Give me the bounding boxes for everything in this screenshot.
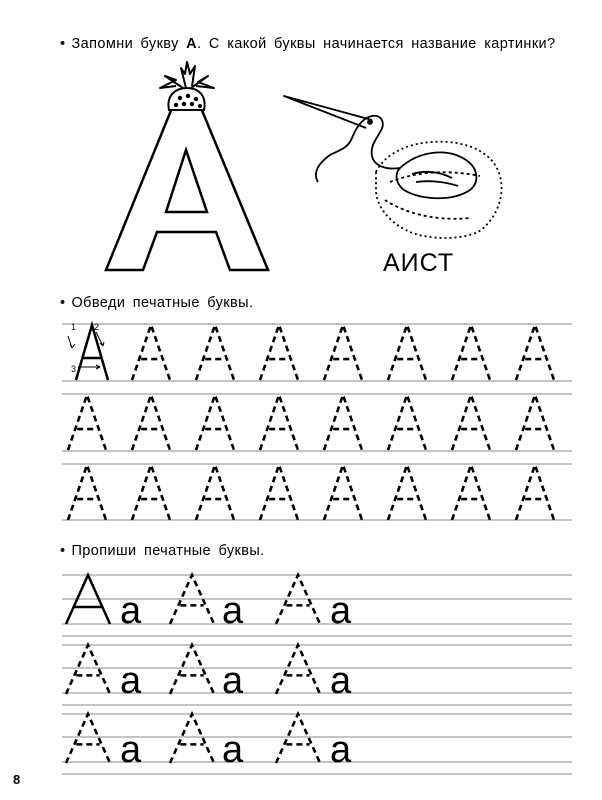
stroke-guide-label-2: 2 xyxy=(94,322,100,332)
trace-letter xyxy=(452,465,490,520)
trace-letter xyxy=(196,325,234,380)
stroke-guide-label-3: 3 xyxy=(71,364,77,374)
trace-letter xyxy=(132,395,170,450)
instruction-remember-prefix: Запомни букву xyxy=(71,36,187,52)
stork-icon xyxy=(284,96,502,238)
trace-letter xyxy=(516,395,554,450)
write-small-letter: a xyxy=(330,590,352,632)
write-capital-letter xyxy=(170,645,214,694)
trace-letter xyxy=(388,325,426,380)
trace-letter xyxy=(324,395,362,450)
trace-letter xyxy=(516,465,554,520)
letter-a-pineapple-icon xyxy=(106,62,268,270)
bullet: • xyxy=(60,36,66,52)
write-capital-letter xyxy=(66,714,110,763)
trace-letter xyxy=(132,325,170,380)
write-small-letter: a xyxy=(120,590,142,632)
write-small-letter: a xyxy=(330,660,352,702)
bullet: • xyxy=(60,295,66,311)
instruction-remember-letter: А xyxy=(186,36,198,52)
trace-letter xyxy=(452,395,490,450)
trace-letter xyxy=(68,395,106,450)
page-number: 8 xyxy=(13,772,21,787)
trace-letter xyxy=(196,395,234,450)
instruction-remember-suffix: . С какой буквы начинается название картинки? xyxy=(197,36,556,52)
trace-letter xyxy=(260,325,298,380)
write-capital-letter xyxy=(170,714,214,763)
write-small-letter: a xyxy=(120,660,142,702)
stroke-guide-letter xyxy=(68,322,108,380)
write-small-letter: a xyxy=(120,729,142,771)
trace-letter xyxy=(452,325,490,380)
trace-letter xyxy=(516,325,554,380)
instruction-trace-text: Обведи печатные буквы. xyxy=(71,295,254,311)
trace-letter xyxy=(260,395,298,450)
trace-letter xyxy=(388,395,426,450)
trace-letter xyxy=(196,465,234,520)
write-small-letter: a xyxy=(330,729,352,771)
write-capital-letter xyxy=(276,645,320,694)
trace-letter xyxy=(388,465,426,520)
write-capital-letter xyxy=(66,645,110,694)
write-letters xyxy=(66,575,352,771)
stroke-guide-label-1: 1 xyxy=(71,322,77,332)
trace-letters xyxy=(68,325,554,520)
write-small-letter: a xyxy=(222,660,244,702)
write-small-letter: a xyxy=(222,729,244,771)
trace-letter xyxy=(324,465,362,520)
instruction-write-text: Пропиши печатные буквы. xyxy=(71,543,265,559)
write-capital-letter xyxy=(276,714,320,763)
trace-letter xyxy=(132,465,170,520)
trace-letter xyxy=(324,325,362,380)
trace-letter xyxy=(68,465,106,520)
write-small-letter: a xyxy=(222,590,244,632)
picture-word: АИСТ xyxy=(383,249,455,277)
bullet: • xyxy=(60,543,66,559)
trace-letter xyxy=(260,465,298,520)
trace-guidelines xyxy=(62,324,572,520)
